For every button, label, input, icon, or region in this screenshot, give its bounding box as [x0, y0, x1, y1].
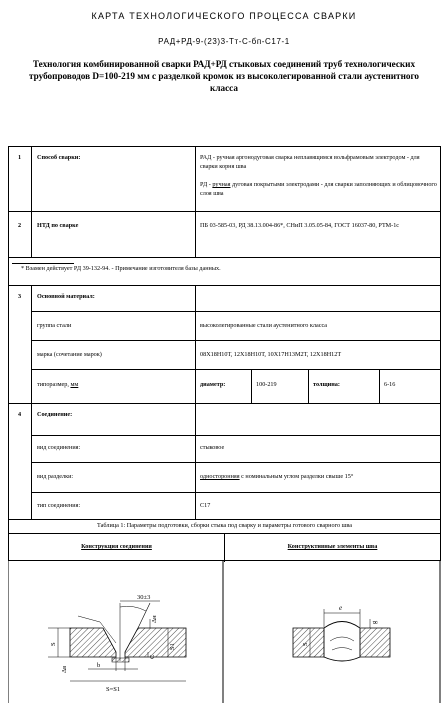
root-face-c-dim: C	[149, 654, 156, 659]
diameter-label: диаметр:	[200, 381, 226, 388]
steel-group-value: высоколегированные стали аустенитного класса	[200, 322, 328, 329]
joint-kind-label: вид соединения:	[37, 444, 81, 451]
standards-label: НТД по сварке	[37, 222, 79, 229]
table-caption: Таблица 1: Параметры подготовки, сборки стыка под сварку и параметры готового сварного шва	[97, 522, 352, 529]
weld-width-e: e	[339, 604, 343, 612]
process-table	[8, 146, 441, 561]
bevel-angle-dim: 30±3	[137, 594, 151, 601]
column-weld-elements: Конструктивные элементы шва	[287, 543, 378, 550]
thickness-s1-dim: S1	[169, 643, 176, 650]
weld-elements-drawing	[293, 604, 390, 661]
size-label: типоразмер, мм	[37, 381, 79, 388]
steel-group-label: группа стали	[37, 322, 72, 329]
delta-v-dim: Δв	[61, 665, 68, 673]
standards-value: ПБ 03-585-03, РД 38.13.004-86*, СНиП 3.05.05-84, ГОСТ 16037-80, РТМ-1с	[200, 222, 400, 229]
thickness-value: 6-16	[384, 381, 396, 388]
card-code: РАД+РД-9-(23)3-Тт-С-бп-С17-1	[158, 37, 290, 46]
welding-method-label: Способ сварки:	[37, 154, 81, 161]
card-title: КАРТА ТЕХНОЛОГИЧЕСКОГО ПРОЦЕССА СВАРКИ	[91, 11, 357, 21]
thickness-s-dim: S	[50, 642, 57, 646]
section-number: 3	[18, 293, 22, 300]
welding-method-smaw: РД - ручная дуговая покрытыми электродами - для сварки заполняющих и облицовочного слоя шва	[200, 181, 437, 197]
welding-method-tig: РАД - ручная аргонодуговая сварка неплавящимся вольфрамовым электродом - для сварки корня шва	[200, 154, 420, 170]
section-number: 4	[18, 411, 22, 418]
joint-type-value: С17	[200, 502, 211, 509]
bevel-label: вид разделки:	[37, 473, 74, 480]
gap-b-dim: b	[97, 662, 101, 669]
steel-grade-label: марка (сочетание марок)	[37, 351, 102, 358]
joint-design-drawing	[48, 594, 186, 693]
delta-h-dim: Δн	[151, 615, 158, 623]
footnote: * Взамен действует РД 39-132-94. - Примечание изготовителя базы данных.	[21, 265, 221, 272]
joint-type-label: тип соединения:	[37, 502, 81, 509]
diameter-value: 100-219	[256, 381, 277, 388]
joint-drawings	[8, 561, 441, 703]
steel-grade-value: 08Х18Н10Т, 12Х18Н10Т, 10Х17Н13М2Т, 12Х18Н12Т	[200, 351, 342, 358]
section-number: 2	[18, 222, 22, 229]
thickness-label: толщина:	[313, 381, 340, 388]
joint-label: Соединение:	[37, 411, 73, 418]
base-material-label: Основной материал:	[37, 293, 95, 300]
reinforcement-g: g	[371, 620, 378, 624]
thickness-equality: S=S1	[106, 686, 121, 693]
thickness-s-weld: S	[302, 642, 309, 646]
section-number: 1	[18, 154, 22, 161]
column-joint-design: Конструкция соединения	[81, 543, 152, 550]
document-subject: Технология комбинированной сварки РАД+РД стыковых соединений труб технологических трубопроводов D=100-219 мм с разделкой кромок из высоколегированной стали аустенитного класса	[29, 59, 419, 93]
bevel-value: односторонняя с номинальным углом разделки свыше 15°	[200, 473, 354, 480]
joint-kind-value: стыковое	[200, 444, 225, 451]
